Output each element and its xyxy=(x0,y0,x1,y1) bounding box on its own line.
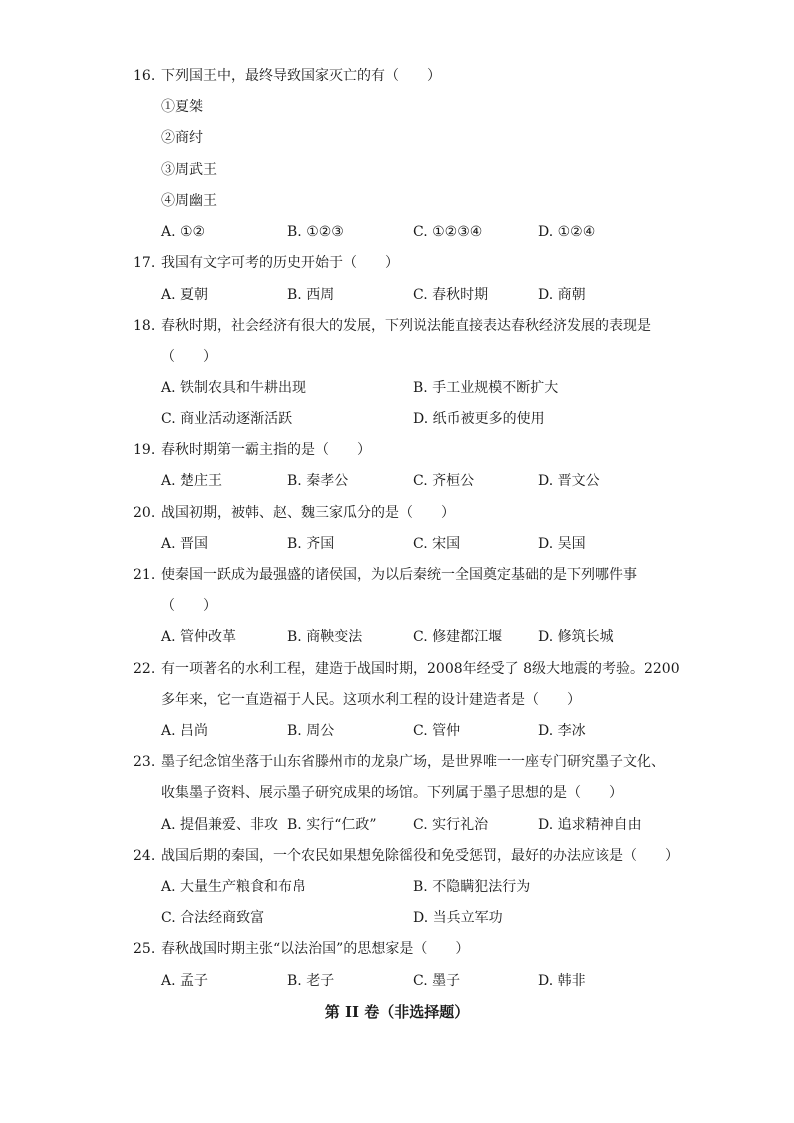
question-18-stem xyxy=(133,316,651,336)
question-number: 22. xyxy=(133,661,156,677)
question-18-option-d: D. 纸币被更多的使用 xyxy=(413,411,545,427)
question-21-option-a: A. 管仲改革 xyxy=(161,629,237,645)
question-23-option-d: D. 追求精神自由 xyxy=(538,817,642,833)
question-16-item-3: ③周武王 xyxy=(161,162,217,178)
question-17-option-b: B. 西周 xyxy=(287,287,335,303)
question-22-stem xyxy=(133,659,680,679)
question-18-stem-continued: （ ） xyxy=(161,349,217,365)
question-text: 墨子纪念馆坐落于山东省滕州市的龙泉广场，是世界唯一一座专门研究墨子文化、 xyxy=(161,754,665,770)
question-21-stem-continued: （ ） xyxy=(161,598,217,614)
question-19-option-a: A. 楚庄王 xyxy=(161,473,223,489)
question-16-option-b: B. ①②③ xyxy=(287,224,344,240)
question-16-option-c: C. ①②③④ xyxy=(413,224,483,240)
question-24-option-c: C. 合法经商致富 xyxy=(161,910,265,926)
question-21-option-c: C. 修建都江堰 xyxy=(413,629,503,645)
question-number: 25. xyxy=(133,941,156,957)
section-title: 第 II 卷（非选择题） xyxy=(324,1003,470,1021)
question-22-option-d: D. 李冰 xyxy=(538,723,586,739)
question-16-stem xyxy=(133,66,441,86)
question-number: 20. xyxy=(133,505,156,521)
question-25-option-d: D. 韩非 xyxy=(538,973,586,989)
question-text: 我国有文字可考的历史开始于（ ） xyxy=(161,255,399,271)
question-text: 春秋时期，社会经济有很大的发展，下列说法能直接表达春秋经济发展的表现是 xyxy=(161,318,651,334)
question-19-option-c: C. 齐桓公 xyxy=(413,473,475,489)
question-text: 春秋时期第一霸主指的是（ ） xyxy=(161,442,371,458)
question-17-option-a: A. 夏朝 xyxy=(161,287,209,303)
question-17-option-d: D. 商朝 xyxy=(538,287,586,303)
question-24-option-a: A. 大量生产粮食和布帛 xyxy=(161,879,307,895)
question-16-option-d: D. ①②④ xyxy=(538,224,596,240)
question-23-stem-continued: 收集墨子资料、展示墨子研究成果的场馆。下列属于墨子思想的是（ ） xyxy=(161,785,623,801)
question-20-option-d: D. 吴国 xyxy=(538,536,586,552)
question-text: 使秦国一跃成为最强盛的诸侯国，为以后秦统一全国奠定基础的是下列哪件事 xyxy=(161,567,637,583)
question-text: 战国后期的秦国，一个农民如果想免除徭役和免受惩罚，最好的办法应该是（ ） xyxy=(161,848,679,864)
question-22-option-b: B. 周公 xyxy=(287,723,335,739)
question-25-stem xyxy=(133,939,469,959)
question-24-option-b: B. 不隐瞒犯法行为 xyxy=(413,879,531,895)
question-18-option-b: B. 手工业规模不断扩大 xyxy=(413,380,559,396)
question-text: 有一项著名的水利工程，建造于战国时期，2008年经受了 8级大地震的考验。2200 xyxy=(161,661,680,677)
question-text: 下列国王中，最终导致国家灭亡的有（ ） xyxy=(161,68,441,84)
question-number: 23. xyxy=(133,754,156,770)
question-19-option-d: D. 晋文公 xyxy=(538,473,600,489)
question-23-stem xyxy=(133,752,665,772)
question-23-option-a: A. 提倡兼爱、非攻 xyxy=(161,817,279,833)
question-21-option-b: B. 商鞅变法 xyxy=(287,629,363,645)
question-18-option-c: C. 商业活动逐渐活跃 xyxy=(161,411,293,427)
question-number: 21. xyxy=(133,567,156,583)
question-number: 16. xyxy=(133,68,156,84)
question-21-option-d: D. 修筑长城 xyxy=(538,629,614,645)
question-22-option-a: A. 吕尚 xyxy=(161,723,209,739)
question-17-stem xyxy=(133,253,399,273)
question-23-option-b: B. 实行“仁政” xyxy=(287,817,377,833)
question-number: 17. xyxy=(133,255,156,271)
question-20-option-a: A. 晋国 xyxy=(161,536,209,552)
question-22-stem-continued: 多年来，它一直造福于人民。这项水利工程的设计建造者是（ ） xyxy=(161,692,581,708)
question-number: 19. xyxy=(133,442,156,458)
question-16-item-2: ②商纣 xyxy=(161,130,203,146)
question-20-option-b: B. 齐国 xyxy=(287,536,335,552)
question-18-option-a: A. 铁制农具和牛耕出现 xyxy=(161,380,307,396)
question-21-stem xyxy=(133,565,637,585)
question-text: 春秋战国时期主张“以法治国”的思想家是（ ） xyxy=(161,941,470,957)
question-24-stem xyxy=(133,846,679,866)
question-16-option-a: A. ①② xyxy=(161,224,206,240)
question-25-option-c: C. 墨子 xyxy=(413,973,461,989)
question-20-option-c: C. 宋国 xyxy=(413,536,461,552)
question-number: 18. xyxy=(133,318,156,334)
question-25-option-b: B. 老子 xyxy=(287,973,335,989)
question-24-option-d: D. 当兵立军功 xyxy=(413,910,503,926)
question-17-option-c: C. 春秋时期 xyxy=(413,287,489,303)
question-16-item-1: ①夏桀 xyxy=(161,99,203,115)
question-16-item-4: ④周幽王 xyxy=(161,193,217,209)
question-22-option-c: C. 管仲 xyxy=(413,723,461,739)
question-19-stem xyxy=(133,440,371,460)
question-23-option-c: C. 实行礼治 xyxy=(413,817,489,833)
question-19-option-b: B. 秦孝公 xyxy=(287,473,349,489)
question-20-stem xyxy=(133,503,455,523)
question-25-option-a: A. 孟子 xyxy=(161,973,209,989)
question-text: 战国初期，被韩、赵、魏三家瓜分的是（ ） xyxy=(161,505,455,521)
question-number: 24. xyxy=(133,848,156,864)
